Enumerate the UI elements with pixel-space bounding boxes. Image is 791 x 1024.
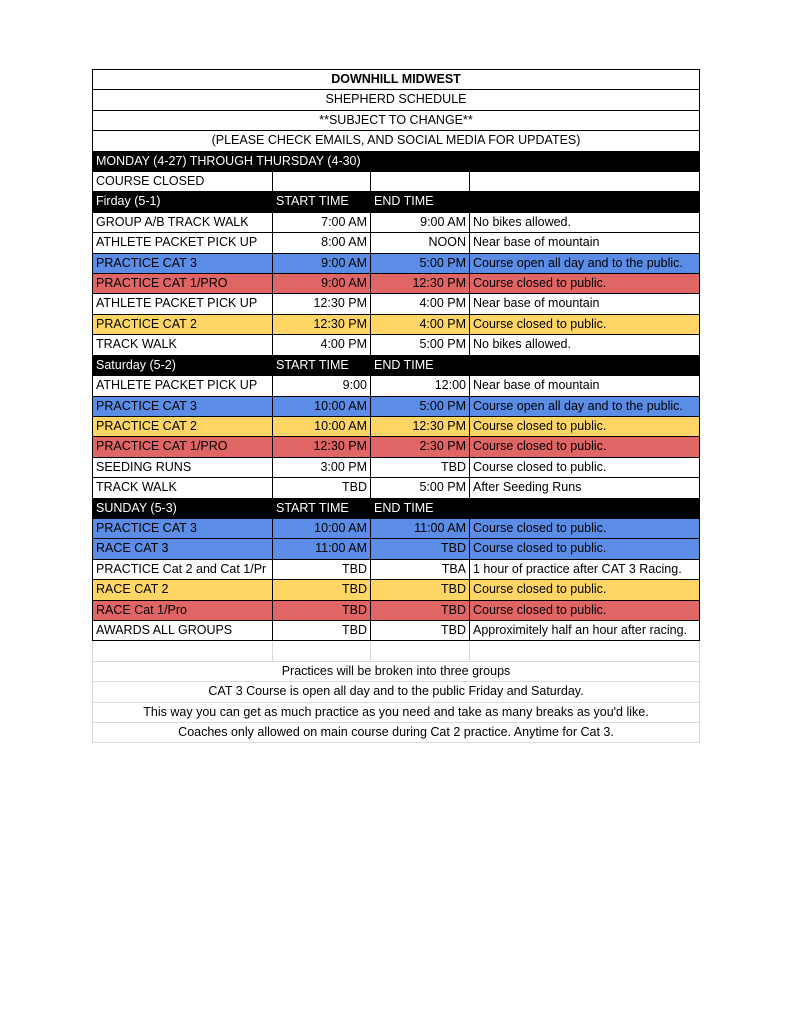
schedule-subtitle: SHEPHERD SCHEDULE	[93, 90, 700, 110]
start-time: 10:00 AM	[273, 416, 371, 436]
end-time: TBD	[371, 457, 470, 477]
start-time: 9:00	[273, 376, 371, 396]
end-time: 5:00 PM	[371, 478, 470, 498]
event-note: Near base of mountain	[470, 376, 700, 396]
schedule-row	[93, 416, 700, 436]
footer-note: CAT 3 Course is open all day and to the public Friday and Saturday.	[93, 682, 700, 702]
schedule-sheet	[92, 69, 699, 743]
empty-cell	[470, 641, 700, 661]
schedule-table	[92, 69, 700, 743]
start-time: 9:00 AM	[273, 253, 371, 273]
event-note: No bikes allowed.	[470, 212, 700, 232]
start-time: 12:30 PM	[273, 314, 371, 334]
event-name: ATHLETE PACKET PICK UP	[93, 376, 273, 396]
note-header	[470, 355, 700, 375]
schedule-row	[93, 620, 700, 640]
end-time: 9:00 AM	[371, 212, 470, 232]
event-name: PRACTICE CAT 2	[93, 314, 273, 334]
event-note: Course closed to public.	[470, 518, 700, 538]
start-time: 4:00 PM	[273, 335, 371, 355]
schedule-row	[93, 212, 700, 232]
schedule-row	[93, 376, 700, 396]
schedule-row	[93, 580, 700, 600]
event-name: GROUP A/B TRACK WALK	[93, 212, 273, 232]
event-note: After Seeding Runs	[470, 478, 700, 498]
notice-row	[93, 110, 700, 130]
section-header-row	[93, 192, 700, 212]
schedule-row	[93, 233, 700, 253]
schedule-row	[93, 539, 700, 559]
event-note: Course closed to public.	[470, 416, 700, 436]
event-name: SEEDING RUNS	[93, 457, 273, 477]
event-note: No bikes allowed.	[470, 335, 700, 355]
schedule-row	[93, 559, 700, 579]
section-header-row	[93, 151, 700, 171]
section-heading: MONDAY (4-27) THROUGH THURSDAY (4-30)	[93, 151, 700, 171]
end-time: 5:00 PM	[371, 335, 470, 355]
schedule-row	[93, 172, 700, 192]
start-time-header: START TIME	[273, 498, 371, 518]
event-note: Near base of mountain	[470, 294, 700, 314]
footer-note: Coaches only allowed on main course during Cat 2 practice. Anytime for Cat 3.	[93, 722, 700, 742]
schedule-row	[93, 457, 700, 477]
end-time: 12:30 PM	[371, 416, 470, 436]
end-time-header: END TIME	[371, 355, 470, 375]
end-time: 5:00 PM	[371, 253, 470, 273]
start-time: 9:00 AM	[273, 274, 371, 294]
start-time: 12:30 PM	[273, 294, 371, 314]
empty-cell	[273, 641, 371, 661]
note-header	[470, 498, 700, 518]
event-name: PRACTICE CAT 2	[93, 416, 273, 436]
empty-cell	[93, 641, 273, 661]
title-row	[93, 70, 700, 90]
end-time: 5:00 PM	[371, 396, 470, 416]
event-note: Course closed to public.	[470, 580, 700, 600]
event-note: Course open all day and to the public.	[470, 253, 700, 273]
subject-to-change-notice: **SUBJECT TO CHANGE**	[93, 110, 700, 130]
note-row	[93, 682, 700, 702]
end-time: 4:00 PM	[371, 294, 470, 314]
start-time: TBD	[273, 600, 371, 620]
update-note: (PLEASE CHECK EMAILS, AND SOCIAL MEDIA FOR UPDATES)	[93, 131, 700, 151]
start-time: 7:00 AM	[273, 212, 371, 232]
end-time: 12:30 PM	[371, 274, 470, 294]
start-time: 3:00 PM	[273, 457, 371, 477]
event-name: TRACK WALK	[93, 478, 273, 498]
end-time: TBA	[371, 559, 470, 579]
start-time: 10:00 AM	[273, 518, 371, 538]
schedule-row	[93, 396, 700, 416]
note-row	[93, 702, 700, 722]
end-time: TBD	[371, 620, 470, 640]
section-header-row	[93, 355, 700, 375]
event-name: RACE Cat 1/Pro	[93, 600, 273, 620]
event-name: PRACTICE CAT 3	[93, 518, 273, 538]
end-time: 11:00 AM	[371, 518, 470, 538]
start-time: TBD	[273, 559, 371, 579]
end-time	[371, 172, 470, 192]
schedule-row	[93, 335, 700, 355]
end-time: 4:00 PM	[371, 314, 470, 334]
schedule-row	[93, 478, 700, 498]
section-heading: SUNDAY (5-3)	[93, 498, 273, 518]
event-name: RACE CAT 3	[93, 539, 273, 559]
event-note	[470, 172, 700, 192]
event-note: Near base of mountain	[470, 233, 700, 253]
schedule-row	[93, 253, 700, 273]
schedule-title: DOWNHILL MIDWEST	[93, 70, 700, 90]
schedule-row	[93, 437, 700, 457]
event-note: Course closed to public.	[470, 457, 700, 477]
schedule-row	[93, 294, 700, 314]
empty-cell	[371, 641, 470, 661]
update-note-row	[93, 131, 700, 151]
section-heading: Firday (5-1)	[93, 192, 273, 212]
event-name: AWARDS ALL GROUPS	[93, 620, 273, 640]
start-time: TBD	[273, 478, 371, 498]
event-name: ATHLETE PACKET PICK UP	[93, 233, 273, 253]
start-time: TBD	[273, 580, 371, 600]
start-time: 10:00 AM	[273, 396, 371, 416]
event-name: ATHLETE PACKET PICK UP	[93, 294, 273, 314]
end-time: 2:30 PM	[371, 437, 470, 457]
schedule-row	[93, 314, 700, 334]
subtitle-row	[93, 90, 700, 110]
note-row	[93, 661, 700, 681]
start-time-header: START TIME	[273, 192, 371, 212]
start-time: 11:00 AM	[273, 539, 371, 559]
end-time-header: END TIME	[371, 192, 470, 212]
event-name: PRACTICE CAT 3	[93, 253, 273, 273]
end-time: NOON	[371, 233, 470, 253]
note-row	[93, 722, 700, 742]
event-note: Course closed to public.	[470, 539, 700, 559]
event-name: COURSE CLOSED	[93, 172, 273, 192]
event-name: TRACK WALK	[93, 335, 273, 355]
event-note: 1 hour of practice after CAT 3 Racing.	[470, 559, 700, 579]
end-time: TBD	[371, 539, 470, 559]
event-name: PRACTICE CAT 3	[93, 396, 273, 416]
end-time: TBD	[371, 580, 470, 600]
event-note: Course closed to public.	[470, 600, 700, 620]
start-time-header: START TIME	[273, 355, 371, 375]
event-note: Course open all day and to the public.	[470, 396, 700, 416]
event-note: Course closed to public.	[470, 314, 700, 334]
section-heading: Saturday (5-2)	[93, 355, 273, 375]
event-note: Course closed to public.	[470, 274, 700, 294]
event-note: Approximitely half an hour after racing.	[470, 620, 700, 640]
event-name: PRACTICE CAT 1/PRO	[93, 437, 273, 457]
schedule-row	[93, 600, 700, 620]
note-header	[470, 192, 700, 212]
spacer-row	[93, 641, 700, 661]
start-time	[273, 172, 371, 192]
footer-note: This way you can get as much practice as you need and take as many breaks as you'd like.	[93, 702, 700, 722]
end-time: TBD	[371, 600, 470, 620]
schedule-row	[93, 518, 700, 538]
event-name: PRACTICE CAT 1/PRO	[93, 274, 273, 294]
section-header-row	[93, 498, 700, 518]
start-time: 12:30 PM	[273, 437, 371, 457]
event-note: Course closed to public.	[470, 437, 700, 457]
footer-note: Practices will be broken into three groups	[93, 661, 700, 681]
event-name: RACE CAT 2	[93, 580, 273, 600]
start-time: TBD	[273, 620, 371, 640]
start-time: 8:00 AM	[273, 233, 371, 253]
end-time-header: END TIME	[371, 498, 470, 518]
schedule-row	[93, 274, 700, 294]
event-name: PRACTICE Cat 2 and Cat 1/Pr	[93, 559, 273, 579]
end-time: 12:00	[371, 376, 470, 396]
